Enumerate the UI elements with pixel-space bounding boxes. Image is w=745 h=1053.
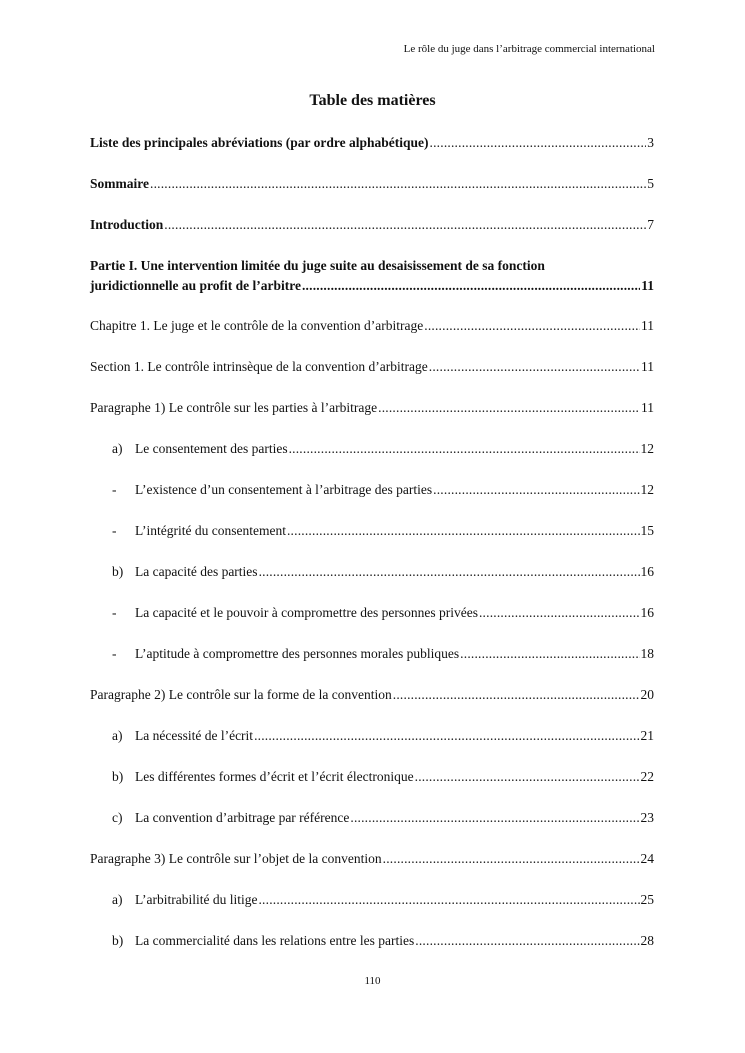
list-marker: - xyxy=(112,482,117,497)
toc-entry-label: L’arbitrabilité du litige xyxy=(135,892,258,907)
toc-entry-partie-1[interactable] xyxy=(90,256,654,296)
toc-entry-page: 5 xyxy=(647,176,654,191)
toc-entry-label: Paragraphe 3) Le contrôle sur l’objet de la convention xyxy=(90,851,382,866)
dot-leader xyxy=(393,686,640,704)
toc-entry-page: 11 xyxy=(641,278,654,293)
toc-entry-page: 20 xyxy=(640,687,654,702)
toc-entry-page: 11 xyxy=(641,318,654,333)
toc-entry-abbreviations[interactable] xyxy=(90,134,654,152)
list-marker: b) xyxy=(112,933,124,948)
toc-entry-label: Chapitre 1. Le juge et le contrôle de la convention d’arbitrage xyxy=(90,318,424,333)
toc-entry-p1-b-1[interactable] xyxy=(112,604,654,622)
toc-entry-page: 18 xyxy=(640,646,654,661)
toc-entry-p1-a-2[interactable] xyxy=(112,522,654,540)
list-marker: - xyxy=(112,605,117,620)
toc-entry-label: La convention d’arbitrage par référence xyxy=(135,810,350,825)
list-marker: a) xyxy=(112,441,123,456)
toc-entry-label: L’intégrité du consentement xyxy=(135,523,286,538)
dot-leader xyxy=(460,645,639,663)
toc-entry-label: Paragraphe 1) Le contrôle sur les parties à l’arbitrage xyxy=(90,400,378,415)
dot-leader xyxy=(259,563,640,581)
toc-entry-p1-a-1[interactable] xyxy=(112,481,654,499)
toc-entry-p3-a[interactable] xyxy=(112,891,654,909)
toc-entry-page: 11 xyxy=(641,359,654,374)
partie-title-line-1: Partie I. Une intervention limitée du juge suite au desaisissement de sa fonction xyxy=(90,258,545,273)
toc-entry-p2-a[interactable] xyxy=(112,727,654,745)
toc-entry-label: La nécessité de l’écrit xyxy=(135,728,254,743)
partie-title-line-2: juridictionnelle au profit de l’arbitre xyxy=(90,278,301,293)
toc-entry-label: Introduction xyxy=(90,217,164,232)
toc-entry-page: 23 xyxy=(640,810,654,825)
toc-entry-p2-b[interactable] xyxy=(112,768,654,786)
toc-entry-page: 21 xyxy=(640,728,654,743)
toc-entry-p1-b-2[interactable] xyxy=(112,645,654,663)
dot-leader xyxy=(430,134,647,152)
toc-entry-label: Le consentement des parties xyxy=(135,441,288,456)
running-header: Le rôle du juge dans l’arbitrage commercial international xyxy=(403,43,655,55)
toc-entry-paragraphe-2[interactable] xyxy=(90,686,654,704)
toc-entry-page: 11 xyxy=(641,400,654,415)
toc-entry-page: 15 xyxy=(640,523,654,538)
dot-leader xyxy=(415,768,640,786)
toc-entry-page: 22 xyxy=(640,769,654,784)
toc-entry-page: 25 xyxy=(640,892,654,907)
dot-leader xyxy=(479,604,640,622)
dot-leader xyxy=(150,175,646,193)
page-number: 110 xyxy=(364,975,381,987)
list-marker: - xyxy=(112,523,117,538)
toc-entry-p2-c[interactable] xyxy=(112,809,654,827)
toc-entry-label: La capacité des parties xyxy=(135,564,258,579)
toc-entry-label: Les différentes formes d’écrit et l’écrit électronique xyxy=(135,769,414,784)
dot-leader xyxy=(424,317,640,335)
toc-entry-p1-b[interactable] xyxy=(112,563,654,581)
toc-entry-label: L’aptitude à compromettre des personnes morales publiques xyxy=(135,646,460,661)
dot-leader xyxy=(383,850,640,868)
toc-entry-p1-a[interactable] xyxy=(112,440,654,458)
toc-entry-page: 24 xyxy=(640,851,654,866)
toc-entry-label: Section 1. Le contrôle intrinsèque de la convention d’arbitrage xyxy=(90,359,428,374)
toc-entry-paragraphe-3[interactable] xyxy=(90,850,654,868)
list-marker: - xyxy=(112,646,117,661)
toc-entry-page: 16 xyxy=(640,605,654,620)
dot-leader xyxy=(378,399,640,417)
list-marker: b) xyxy=(112,564,124,579)
dot-leader xyxy=(254,727,639,745)
toc-entry-introduction[interactable] xyxy=(90,216,654,234)
list-marker: c) xyxy=(112,810,123,825)
dot-leader xyxy=(415,932,639,950)
toc-entry-p3-b[interactable] xyxy=(112,932,654,950)
dot-leader xyxy=(429,358,640,376)
toc-entry-label: Liste des principales abréviations (par ordre alphabétique) xyxy=(90,135,429,150)
dot-leader xyxy=(350,809,639,827)
toc-entry-label: L’existence d’un consentement à l’arbitrage des parties xyxy=(135,482,433,497)
toc-entry-page: 7 xyxy=(647,217,654,232)
toc-entry-page: 3 xyxy=(647,135,654,150)
toc-entry-label: La commercialité dans les relations entre les parties xyxy=(135,933,415,948)
toc-entry-page: 28 xyxy=(640,933,654,948)
toc-entry-page: 16 xyxy=(640,564,654,579)
toc-entry-label: Paragraphe 2) Le contrôle sur la forme de la convention xyxy=(90,687,392,702)
dot-leader xyxy=(302,276,640,296)
dot-leader xyxy=(258,891,639,909)
list-marker: a) xyxy=(112,892,123,907)
dot-leader xyxy=(433,481,639,499)
toc-entry-paragraphe-1[interactable] xyxy=(90,399,654,417)
toc-title: Table des matières xyxy=(309,92,436,109)
toc-entry-section-1[interactable] xyxy=(90,358,654,376)
list-marker: a) xyxy=(112,728,123,743)
list-marker: b) xyxy=(112,769,124,784)
toc-entry-chapitre-1[interactable] xyxy=(90,317,654,335)
toc-entry-label: La capacité et le pouvoir à compromettre des personnes privées xyxy=(135,605,478,620)
toc-entry-page: 12 xyxy=(640,482,654,497)
toc-entry-page: 12 xyxy=(640,441,654,456)
dot-leader xyxy=(164,216,646,234)
toc-entry-label: Sommaire xyxy=(90,176,149,191)
dot-leader xyxy=(287,522,640,540)
dot-leader xyxy=(289,440,640,458)
toc-entry-sommaire[interactable] xyxy=(90,175,654,193)
